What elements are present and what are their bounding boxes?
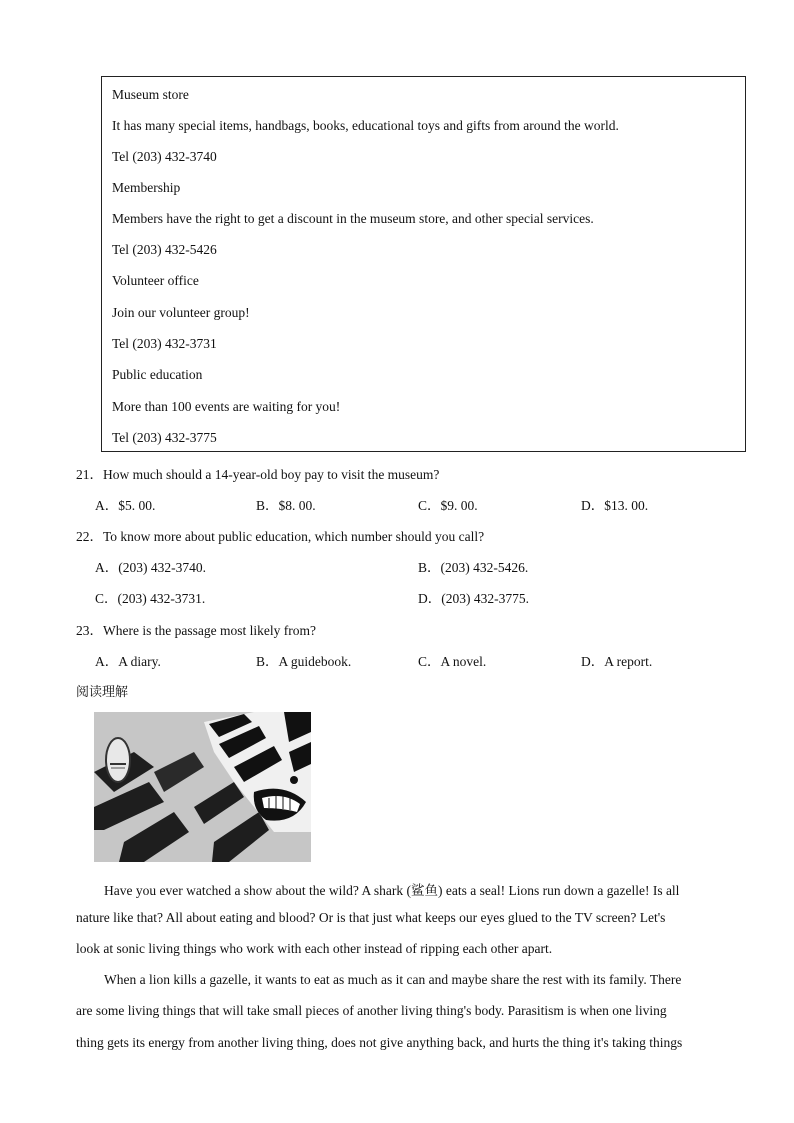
- option-a[interactable]: A．(203) 432-3740.: [95, 560, 206, 575]
- notice-line: Join our volunteer group!: [112, 305, 250, 320]
- question-number: 21．: [76, 467, 103, 482]
- museum-info-box: [101, 76, 746, 452]
- section-heading: 阅读理解: [76, 685, 129, 700]
- option-b[interactable]: B．(203) 432-5426.: [418, 560, 529, 575]
- passage-line: are some living things that will take small pieces of another living thing's body. Parasitism is when one living: [76, 1003, 667, 1018]
- notice-line: Tel (203) 432-3740: [112, 149, 217, 164]
- notice-line: More than 100 events are waiting for you!: [112, 399, 341, 414]
- question-text: Where is the passage most likely from?: [103, 623, 316, 638]
- option-d[interactable]: D．(203) 432-3775.: [418, 591, 529, 606]
- notice-line: It has many special items, handbags, books, educational toys and gifts from around the world.: [112, 118, 619, 133]
- notice-line: Museum store: [112, 87, 189, 102]
- zebra-illustration: [94, 712, 311, 862]
- option-b[interactable]: B．$8. 00.: [256, 498, 316, 513]
- option-a[interactable]: A．$5. 00.: [95, 498, 156, 513]
- option-a[interactable]: A．A diary.: [95, 654, 161, 669]
- notice-line: Tel (203) 432-3731: [112, 336, 217, 351]
- passage-line: When a lion kills a gazelle, it wants to eat as much as it can and maybe share the rest with its family. There: [104, 972, 682, 987]
- notice-line: Membership: [112, 180, 181, 195]
- passage-line: look at sonic living things who work with each other instead of ripping each other apart.: [76, 941, 553, 956]
- notice-line: Public education: [112, 367, 203, 382]
- notice-line: Members have the right to get a discount in the museum store, and other special services.: [112, 211, 594, 226]
- option-c[interactable]: C．$9. 00.: [418, 498, 478, 513]
- passage-line: nature like that? All about eating and blood? Or is that just what keeps our eyes glued to the TV screen? Let's: [76, 910, 666, 925]
- notice-line: Tel (203) 432-3775: [112, 430, 217, 445]
- question-text: To know more about public education, which number should you call?: [103, 529, 485, 544]
- option-d[interactable]: D．A report.: [581, 654, 653, 669]
- question-number: 22．: [76, 529, 103, 544]
- option-d[interactable]: D．$13. 00.: [581, 498, 649, 513]
- option-c[interactable]: C．A novel.: [418, 654, 487, 669]
- passage-line: thing gets its energy from another living thing, does not give anything back, and hurts the thing it's taking things: [76, 1035, 683, 1050]
- notice-line: Volunteer office: [112, 273, 199, 288]
- option-b[interactable]: B．A guidebook.: [256, 654, 352, 669]
- question-text: How much should a 14-year-old boy pay to visit the museum?: [103, 467, 440, 482]
- question-number: 23．: [76, 623, 103, 638]
- passage-line: Have you ever watched a show about the wild? A shark (鲨鱼) eats a seal! Lions run down a gazelle! Is all: [104, 883, 680, 898]
- notice-line: Tel (203) 432-5426: [112, 242, 217, 257]
- option-c[interactable]: C．(203) 432-3731.: [95, 591, 206, 606]
